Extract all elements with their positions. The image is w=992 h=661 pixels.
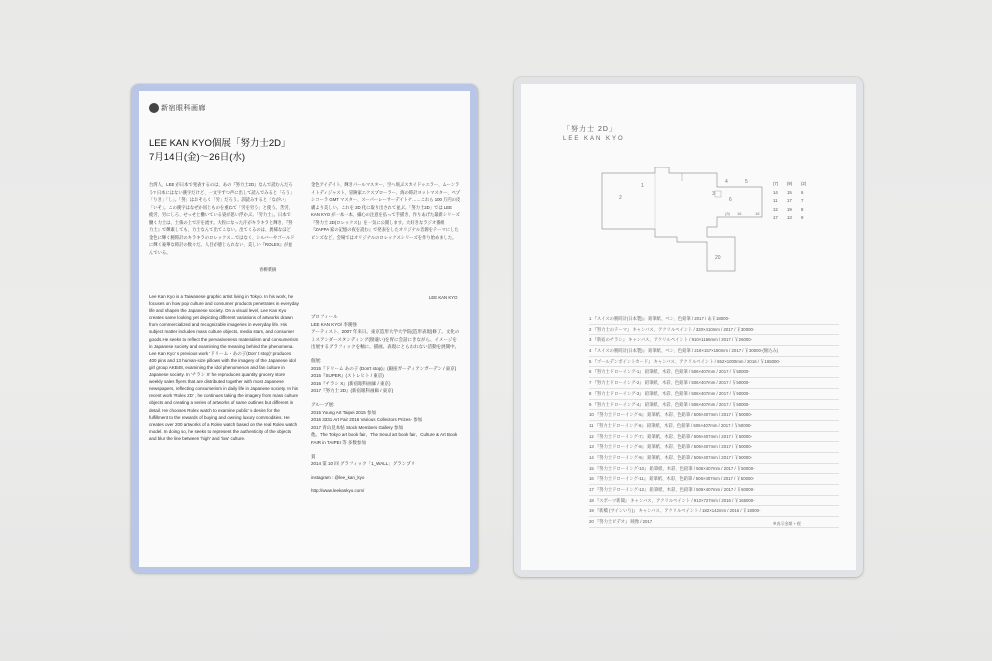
gallery-logo-text: 新宿眼科画廊 [161, 104, 206, 112]
profile-line: プロフィール [311, 314, 338, 319]
profile-line: 個展: [311, 357, 322, 363]
legend-row: 12 19 8 [773, 206, 804, 212]
list-item: 20 『努力士ビデオ』 映像 / 2017 [589, 517, 839, 528]
list-item: 5 『ゴールデンボイントカード』 キャンバス、アクリルペイント / 652×1000mm / 2016 / ￥165000- [589, 357, 839, 368]
gallery-logo [149, 103, 206, 113]
list-item: 3 『新宿のチラシ』 キャンバス、アクリルペイント / 910×1166mm / 2017 / ￥26000- [589, 335, 839, 346]
list-item: 19 『新橋 (サインいり)』 キャンバス、アクリルペイント / 182×142mm / 2016 / ￥18000- [589, 506, 839, 517]
profile-instagram: instagram : @lee_kan_kyo [311, 474, 365, 480]
profile-line: 賞 [311, 453, 316, 459]
floorplan-legend [773, 180, 809, 223]
jp-intro-text: 台湾人、LEE が日本で発表するのは、あの『努力士2D』なんで読むんだろう? 日本にはない漢字だけど、一文字ずつ声に出して読んでみると「ろう」「りき」「し」。「努」はおそらく「労」だろう。訓読みすると「ながい」「いそ」。この漢字はなぜか同じものを重ねて「労を労う」と使う。苦労、疲労、労にしろ、せっせと働いている姿が思い浮かぶ。「労力士」。日本で働く力士は、土俵の上で汗を流す。大粒になった汗がキラキラと輝き、『努力士』で輝素しても、力士なんて出てこない。出てくるのは、異様なほど金色に輝く腕時計のキラキラのロレックス…ではなく、シルバーやゴールドに輝く豪華な時計の数々だ。人目が感じられない、美しい『ROLEX』が並んでいる。 [149, 182, 295, 255]
plan-label: 6 [729, 197, 732, 203]
legend-row: 11 17 7 [773, 198, 804, 203]
profile-line: LEE KAN KYO/ 李漢強 [311, 321, 357, 327]
list-item: 1 『スイスの腕時計(日本製)』 鉛筆紙、ペン、色鉛筆 / 2017 / あ￥18000- [589, 314, 839, 325]
plan-label: 18 [755, 211, 760, 216]
legend-row: (7) (9) (2) [773, 181, 807, 186]
list-item: 8 『努力士ドローイング-3』 鉛筆紙、木彩、色鉛筆 / 506×407mm / 2017 / ￥50000- [589, 389, 839, 400]
profile-line: 2017 青山見本帖 Stock Members Gallery 参加 [311, 424, 404, 430]
plan-label: 1 [641, 183, 644, 189]
works-list [589, 314, 839, 528]
exhibition-dates: 7月14日(金)〜26日(水) [149, 152, 246, 163]
list-item: 7 『努力士ドローイング-2』 鉛筆紙、木彩、色鉛筆 / 506×407mm / 2017 / ￥50000- [589, 378, 839, 389]
list-item: 18 『スポーツ新聞』 キャンバス、アクリルペイント / 912×727mm / 2016 / ￥165000- [589, 496, 839, 507]
profile-line: 2015 Young Art Taipei 2015 参加 [311, 409, 376, 415]
jp-intro-signature: 青柳菜摘 [259, 267, 277, 272]
list-item: 12 『努力士ドローイング-7』 鉛筆紙、木彩、色鉛筆 / 506×407mm / 2017 / ￥50000- [589, 432, 839, 443]
plan-label: 5 [745, 179, 748, 185]
plan-label: 20 [715, 255, 721, 261]
profile-line: アーティスト、2007 年来日。東京造形大学大学院(造形表現)修了。文化のミスアンダースタンディング(勘違い)を胃に会話にきながら、イメージを出展するグラフィックを軸に、描画、表現にとらわれない活動を展開中。 [311, 329, 460, 350]
list-item: 14 『努力士ドローイング-9』 鉛筆紙、木彩、色鉛筆 / 506×407mm / 2017 / ￥50000- [589, 453, 839, 464]
profile-line: グループ展: [311, 401, 335, 407]
list-item: 13 『努力士ドローイング-8』 鉛筆紙、木彩、色鉛筆 / 506×407mm / 2017 / ￥50000- [589, 442, 839, 453]
list-item: 2 『努力士のテーマ』 キャンバス、アクリルペイント / 320×410mm / 2017 / ￥30000- [589, 325, 839, 336]
legend-row: 14 15 6 [773, 189, 804, 195]
plan-label: 4 [725, 179, 728, 185]
floorplan-artist: LEE KAN KYO [563, 136, 625, 142]
profile-line: 2015『ドリーム あの子 (Don't stop)』(銀座ガーディアンガーデン / 東京) [311, 365, 457, 371]
left-sheet-sleeve [131, 84, 478, 573]
profile-line: 他。The Tokyo art book fair、The Seoul art book fair、Culture & Art Book FAIR in TAIPEI 等 多数参加 [311, 432, 458, 445]
plan-label: 3 [712, 191, 715, 197]
exhibition-title: LEE KAN KYO個展「努力士2D」 [149, 138, 291, 149]
plan-label: (3) [725, 211, 730, 216]
list-item: 9 『努力士ドローイング-4』 鉛筆紙、木彩、色鉛筆 / 506×407mm / 2017 / ￥50000- [589, 400, 839, 411]
artist-profile [311, 313, 461, 495]
list-item: 6 『努力士ドローイング-1』 鉛筆紙、木彩、色鉛筆 / 506×407mm / 2017 / ￥50000- [589, 367, 839, 378]
floorplan-title: 「努力士 2D」 [563, 126, 617, 133]
legend-row: 17 13 9 [773, 215, 804, 220]
profile-line: 2014 第 10 回 グラフィック「1_WALL」グランプリ [311, 461, 416, 467]
list-item: 4 『スイスの腕時計(日本製)』 鉛筆紙、ペン、色鉛筆 / 219×157×180mm / 2017 / ￥30000-(額込み) [589, 346, 839, 357]
list-item: 10 『努力士ドローイング-5』 鉛筆紙、木彩、色鉛筆 / 506×407mm / 2017 / ￥50000- [589, 410, 839, 421]
profile-website: http://www.leekankyo.com/ [311, 488, 365, 494]
profile-line: 2016 3331 Art Fair 2016 Various Collectors Prizes- 参加 [311, 417, 423, 423]
profile-line: 2017『努力士 2D』(新宿眼科画廊 / 東京) [311, 388, 394, 394]
profile-line: 2015『SUPER』(ストレヒト / 東京) [311, 373, 384, 379]
gallery-logo-icon [149, 103, 159, 113]
profile-line: 2016『チラシ X』(新宿眼科画廊 / 東京) [311, 380, 391, 386]
list-item: 17 『努力士ドローイング-12』 鉛筆紙、木彩、色鉛筆 / 506×407mm / 2017 / ￥50000- [589, 485, 839, 496]
right-sheet-paper [521, 84, 856, 570]
left-sheet-paper [139, 91, 470, 567]
price-note: ※表示金額 + 税 [773, 521, 801, 526]
right-sheet-sleeve [514, 77, 863, 577]
plan-label: 16 [737, 211, 742, 216]
list-item: 15 『努力士ドローイング-10』 鉛筆紙、木彩、色鉛筆 / 506×407mm / 2017 / ￥50000- [589, 464, 839, 475]
jp-intro-text-2: 金色アイデイト、輝きパールマスター、空へ飛ぶスカイドゥエラー、ムーンライトディジャスト、冒険家エクスプローラー、海の時計ヨットマスター、ペプシコーラ GMT マスター、スーパーレーサーデイトナ……これら 100 万円の皮膚より美しい。これを 2D 化に取り出されて並ぶ。「努力士2D」では LEE KAN KYO が一本一本、細心の注意を払って手描き、作りあげた最新シリーズ『努力士 2D(ロレックス)』を一気に公開します。大好きなラジオ番組『ZAPPA 家の記憶の夜を読む』で発表をしたオリジナル音源をテーマにしたピンズなど、会場ではオリジナルのロレックスシリーズを作り始めました。 [311, 182, 461, 240]
english-statement: Lee Kan Kyo is a Taiwanese graphic artist living in Tokyo. In his work, he focuses on how pop culture and consumer products penetrates in everyday life and shapes the Japanese society. On a visual level, Lee Kan Kyo creates same looking yet depicting different variations of artworks drawn from commercialized and recognizable imageries in everyday life. His subject matter includes mass culture objects, media stars, and consumer goods.He seeks to reflect the pervasiveness materialism and consumerism in Japanese society and examining the meaning behind the phenomena. Lee Kan Kyo’ s previous work 'ドリーム・あの子(Don’ t stop)' produces 400 pins and 13 human-size pillows with the imagery of the Japanese idol girl group AKB48, examining the idol phenomenon and fan culture in Japanese society. In 'チラシ X' he reproduces quantity grocery store weekly sales flyers that are distributed together with most Japanese newspapers, reflecting consumerism in daily life in Japanese society. In his recent work 'Rolex 2D' , he continues taking the imagery from mass culture objects and creating a series of artworks of same outlines but different in detail. He chooses Rolex watch to examine public’ s desire for the fulfillment to the rewards of buying and owning luxury commodities. He creates over 200 artworks of a Rolex watch based on the real Rolex watch model. In doing so, he seeks to represent the authenticity of the objects and blur the line between 'high' and 'low' culture. [149, 294, 299, 441]
list-item: 16 『努力士ドローイング-11』 鉛筆紙、木彩、色鉛筆 / 506×407mm / 2017 / ￥50000- [589, 474, 839, 485]
list-item: 11 『努力士ドローイング-6』 鉛筆紙、木彩、色鉛筆 / 506×407mm / 2017 / ￥50000- [589, 421, 839, 432]
jp-intro-signature-2: LEE KAN KYO [429, 295, 458, 300]
floor-plan-diagram [597, 167, 767, 277]
plan-label: 2 [619, 195, 622, 201]
